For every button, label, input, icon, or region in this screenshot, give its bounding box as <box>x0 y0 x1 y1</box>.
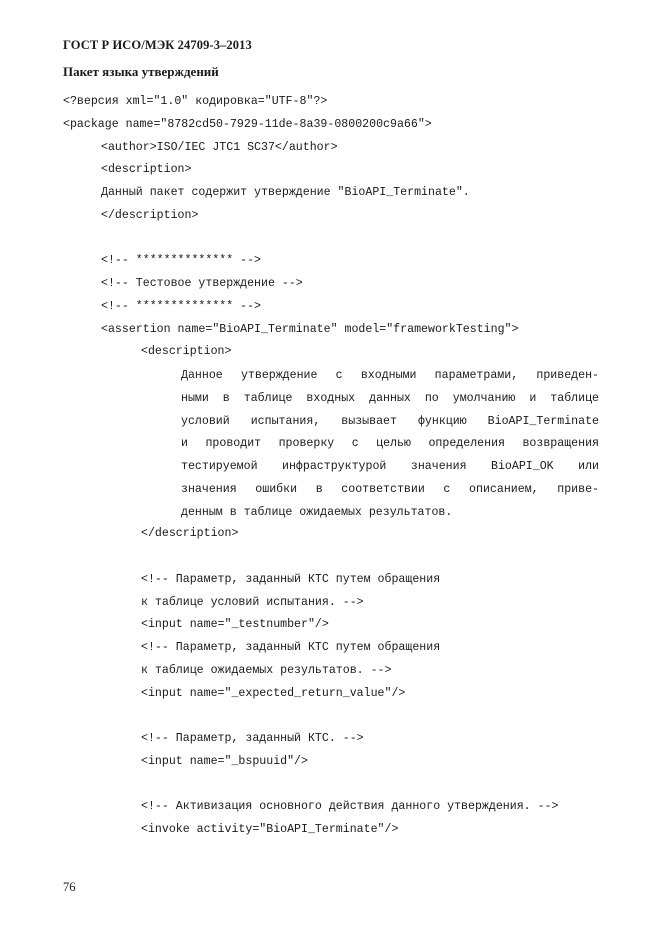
code-line-assertion-description-open: <description> <box>141 345 232 359</box>
description-line: денным в таблице ожидаемых результатов. <box>181 505 453 519</box>
description-line: условий испытания, вызывает функцию BioAPI_Terminate <box>181 414 599 428</box>
code-blank-line <box>63 705 558 728</box>
code-line-description-text: Данный пакет содержит утверждение "BioAPI_Terminate". <box>101 186 470 199</box>
code-line-comment-expected-1: <!-- Параметр, заданный КТС путем обращения <box>141 641 441 654</box>
code-line-comment-testnumber-1: <!-- Параметр, заданный КТС путем обращения <box>141 572 441 586</box>
code-line-comment-stars-bottom: <!-- ************** --> <box>101 299 262 313</box>
code-line-xml-declaration: <?версия xml="1.0" кодировка="UTF-8"?> <box>63 95 328 108</box>
description-line: и проводит проверку с целью определения возвращения <box>181 437 599 451</box>
code-line-input-expected-return-value: <input name="_expected_return_value"/> <box>141 686 406 700</box>
description-line: Данное утверждение с входными параметрами, приведен- <box>181 369 599 382</box>
code-line-assertion-open: <assertion name="BioAPI_Terminate" model="frameworkTesting"> <box>101 322 519 336</box>
code-line-comment-testnumber-2: к таблице условий испытания. --> <box>141 595 364 609</box>
section-title: Пакет языка утверждений <box>63 64 219 79</box>
code-line-comment-bspuuid: <!-- Параметр, заданный КТС. --> <box>141 732 364 745</box>
code-line-comment-test-assertion: <!-- Тестовое утверждение --> <box>101 277 303 290</box>
code-line-invoke-activity: <invoke activity="BioAPI_Terminate"/> <box>141 823 399 836</box>
code-line-description-close: </description> <box>101 208 199 222</box>
code-line-assertion-description-close: </description> <box>141 527 239 541</box>
description-line: значения ошибки в соответствии с описанием, приве- <box>181 482 599 496</box>
code-line-comment-expected-2: к таблице ожидаемых результатов. --> <box>141 663 392 677</box>
code-blank-line <box>63 228 558 251</box>
code-blank-line <box>63 774 558 797</box>
code-line-description-open: <description> <box>101 163 192 177</box>
code-blank-line <box>63 546 558 569</box>
standard-designation: ГОСТ Р ИСО/МЭК 24709-3–2013 <box>63 38 252 52</box>
page-number: 76 <box>63 880 76 894</box>
description-line: тестируемой инфраструктурой значения BioAPI_OK или <box>181 460 599 473</box>
code-line-input-testnumber: <input name="_testnumber"/> <box>141 618 329 632</box>
description-line: ными в таблице входных данных по умолчанию и таблице <box>181 391 599 405</box>
code-line-input-bspuuid: <input name="_bspuuid"/> <box>141 754 308 768</box>
code-line-comment-invoke: <!-- Активизация основного действия данного утверждения. --> <box>141 800 559 814</box>
code-line-package-open: <package name="8782cd50-7929-11de-8a39-0800200c9a66"> <box>63 117 432 131</box>
code-line-author: <author>ISO/IEC JTC1 SC37</author> <box>101 140 338 154</box>
code-line-comment-stars-top: <!-- ************** --> <box>101 254 262 268</box>
assertion-description-text <box>181 365 599 524</box>
